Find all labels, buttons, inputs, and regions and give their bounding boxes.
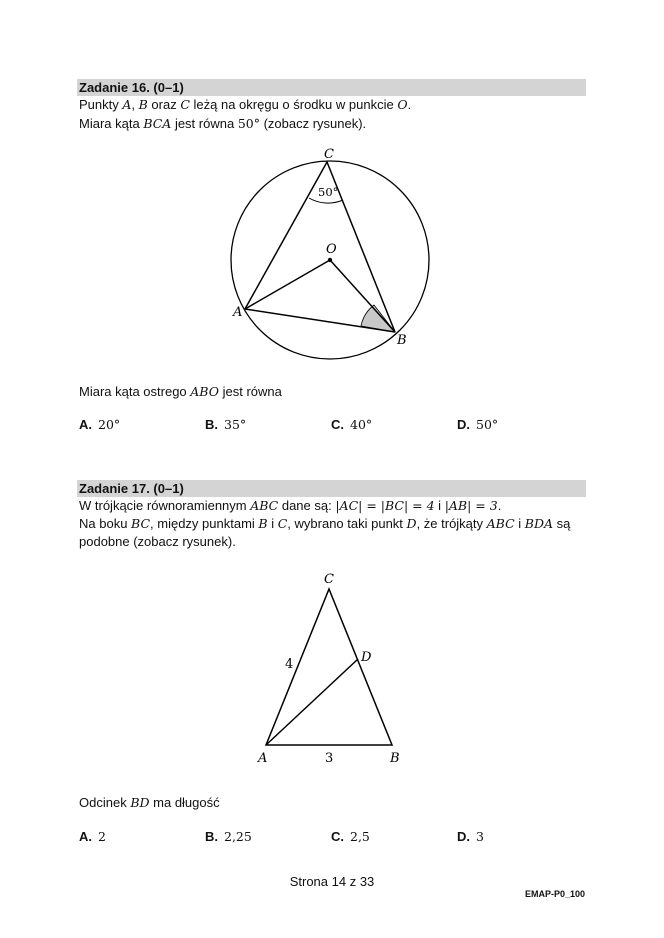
task17-question: Odcinek BD ma długość bbox=[79, 795, 220, 810]
page-number: Strona 14 z 33 bbox=[289, 874, 375, 889]
task16-option-c[interactable]: C. 40° bbox=[331, 417, 373, 432]
task16-option-a[interactable]: A. 20° bbox=[79, 417, 121, 432]
task16-angle-label: 50° bbox=[318, 185, 339, 199]
task17-label-D: D bbox=[361, 650, 372, 665]
task17-segment-AD bbox=[266, 659, 358, 745]
task17-statement-line3: podobne (zobacz rysunek). bbox=[79, 534, 236, 549]
exam-code: EMAP-P0_100 bbox=[524, 889, 585, 899]
task16-label-B: B bbox=[397, 333, 407, 348]
task17-option-d[interactable]: D. 3 bbox=[457, 829, 484, 844]
task17-side-AB: 3 bbox=[325, 751, 334, 766]
task16-label-O: O bbox=[326, 242, 337, 257]
task17-side-AC: 4 bbox=[285, 657, 294, 672]
task17-option-c[interactable]: C. 2,5 bbox=[331, 829, 370, 844]
task16-option-b[interactable]: B. 35° bbox=[205, 417, 247, 432]
task16-question: Miara kąta ostrego ABO jest równa bbox=[79, 384, 282, 399]
task17-option-a[interactable]: A. 2 bbox=[79, 829, 106, 844]
task17-statement-line1: W trójkącie równoramiennym ABC dane są: |AC| = |BC| = 4 i |AB| = 3. bbox=[79, 498, 502, 513]
task16-statement-line1: Punkty A, B oraz C leżą na okręgu o środku w punkcie O. bbox=[79, 97, 412, 112]
task17-header: Zadanie 17. (0–1) bbox=[77, 480, 586, 497]
task16-option-d[interactable]: D. 50° bbox=[457, 417, 499, 432]
task16-label-A: A bbox=[233, 305, 243, 320]
task17-label-C: C bbox=[324, 572, 334, 587]
task16-label-C: C bbox=[324, 147, 334, 162]
task16-statement-line2: Miara kąta BCA jest równa 50° (zobacz rysunek). bbox=[79, 116, 367, 131]
task16-header: Zadanie 16. (0–1) bbox=[77, 79, 586, 96]
task17-option-b[interactable]: B. 2,25 bbox=[205, 829, 252, 844]
task17-statement-line2: Na boku BC, między punktami B i C, wybrano taki punkt D, że trójkąty ABC i BDA są bbox=[79, 516, 571, 531]
task17-label-B: B bbox=[390, 751, 400, 766]
task17-label-A: A bbox=[258, 751, 268, 766]
